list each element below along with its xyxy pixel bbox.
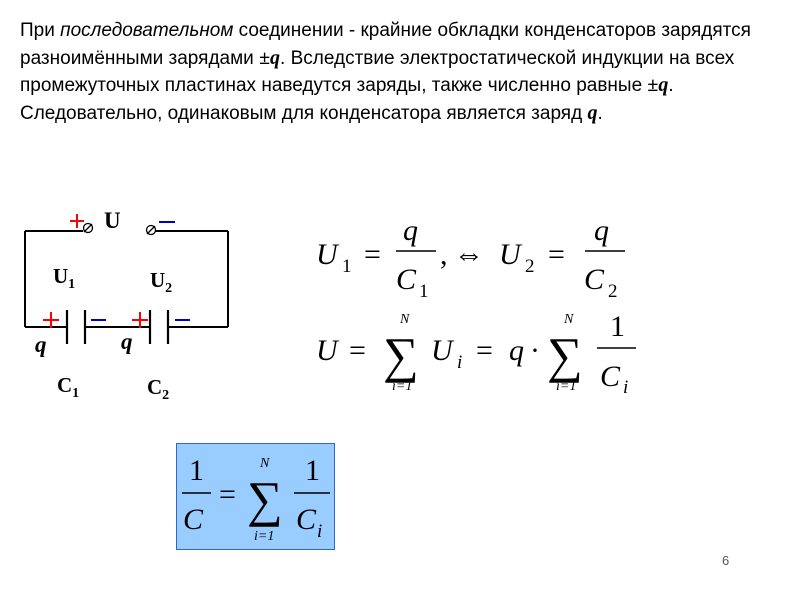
capacitor-c2-plates (150, 310, 168, 344)
svg-text:C: C (396, 263, 417, 296)
label-c1: $C_1$ (57, 373, 80, 401)
svg-text:1: 1 (610, 310, 625, 343)
svg-text:N: N (260, 456, 270, 471)
text-fragment: При (20, 20, 61, 41)
label-q-2: q (121, 329, 133, 354)
label-q-1: q (35, 332, 47, 357)
svg-text:,: , (440, 238, 448, 271)
text-fragment: соединении - крайние обкладки конденсаторов зарядятся разноимёнными зарядами (20, 20, 751, 69)
svg-text:U: U (316, 238, 338, 271)
svg-text:=: = (219, 478, 236, 511)
svg-text:q: q (403, 214, 418, 247)
svg-text:U: U (316, 334, 338, 367)
svg-text:1: 1 (189, 454, 204, 487)
svg-text:i=1: i=1 (254, 529, 275, 544)
svg-text:=: = (476, 334, 493, 367)
text-fragment: . Вследствие электростатической индукции на всех промежуточных пластинах наведутся заряды, также численно равные (20, 47, 735, 96)
label-u: U (104, 208, 121, 233)
text-fragment: . Следовательно, одинаковым для конденсатора является заряд (20, 75, 674, 124)
result-box (176, 443, 335, 550)
formula-u-sum (316, 310, 636, 398)
svg-text:i=1: i=1 (556, 379, 577, 394)
svg-text:·: · (530, 334, 540, 367)
plus-sign-terminal (70, 214, 84, 228)
svg-text:C: C (584, 263, 605, 296)
svg-text:q: q (594, 214, 609, 247)
svg-text:i: i (317, 521, 323, 542)
svg-text:∑: ∑ (247, 471, 283, 527)
svg-text:=: = (349, 334, 366, 367)
label-c2: $C_2$ (147, 375, 170, 403)
svg-text:C: C (183, 503, 204, 536)
svg-text:1: 1 (305, 454, 320, 487)
svg-text:=: = (548, 238, 565, 271)
charge-pm-q-2: ±q (647, 74, 669, 96)
result-formula (177, 444, 334, 549)
plus-sign-c2 (132, 312, 148, 328)
formulas (300, 200, 660, 410)
svg-text:i: i (623, 377, 629, 398)
svg-text:N: N (564, 312, 574, 327)
svg-text:C: C (296, 503, 317, 536)
svg-text:⇔: ⇔ (454, 238, 484, 271)
circuit-diagram (0, 190, 260, 420)
capacitor-c1-plates (67, 310, 85, 344)
plus-sign-c1 (43, 312, 59, 328)
svg-text:∑: ∑ (547, 327, 583, 383)
svg-text:U: U (431, 334, 453, 367)
svg-text:C: C (600, 360, 621, 393)
svg-text:2: 2 (608, 281, 618, 302)
svg-text:i: i (457, 352, 463, 373)
svg-text:N: N (400, 312, 410, 327)
svg-text:=: = (364, 238, 381, 271)
slide-number: 6 (722, 553, 730, 568)
intro-paragraph: При последовательном соединении - крайние обкладки конденсаторов зарядятся разноимёнными зарядами ±q. Вследствие электростатической индукции на всех промежуточных пластинах наведутся заряды, также численно равные ±q. Следовательно, одинаковым для конденсатора является заряд q. (20, 20, 751, 124)
svg-text:q: q (509, 334, 524, 367)
charge-pm-q: ±q (259, 46, 281, 69)
svg-text:i=1: i=1 (392, 379, 413, 394)
svg-text:2: 2 (525, 256, 535, 277)
svg-text:1: 1 (342, 256, 352, 277)
svg-text:∑: ∑ (383, 327, 419, 383)
charge-q: q (587, 101, 598, 124)
formula-u1-u2 (316, 214, 625, 302)
svg-text:1: 1 (419, 281, 429, 302)
label-u2: $U_2$ (150, 268, 173, 296)
terminal-right (147, 226, 156, 235)
svg-text:U: U (499, 238, 521, 271)
italic-term: последовательном (60, 20, 234, 41)
label-u1: $U_1$ (53, 264, 76, 292)
terminal-left (84, 224, 93, 233)
